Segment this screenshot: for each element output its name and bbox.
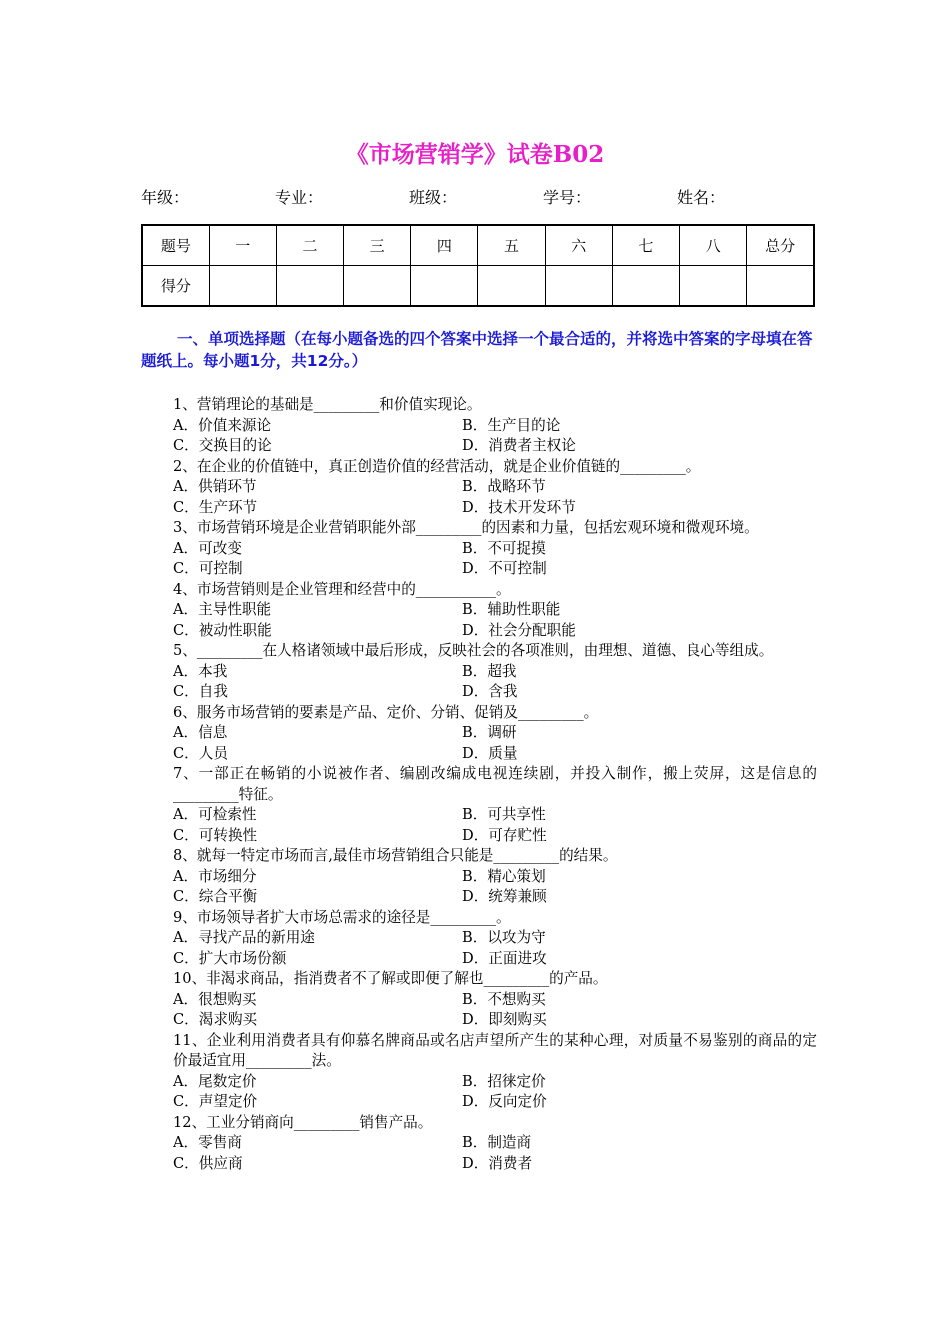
option-row xyxy=(141,559,817,580)
option-d[interactable]: D．技术开发环节 xyxy=(462,498,576,516)
header-cell: 四 xyxy=(411,225,478,266)
question-stem: 9、市场领导者扩大市场总需求的途径是_________。 xyxy=(173,908,511,926)
option-b[interactable]: B．精心策划 xyxy=(462,867,546,885)
question-stem: 3、市场营销环境是企业营销职能外部_________的因素和力量，包括宏观环境和微观环境。 xyxy=(173,519,759,536)
option-b[interactable]: B．调研 xyxy=(462,724,517,741)
option-row xyxy=(141,887,817,908)
score-cell[interactable] xyxy=(612,266,679,307)
option-c[interactable]: C．扩大市场份额 xyxy=(173,949,287,967)
score-cell[interactable] xyxy=(545,266,612,307)
score-table-score-row xyxy=(142,266,814,307)
option-c[interactable]: C．被动性职能 xyxy=(173,621,272,639)
option-row xyxy=(141,1010,817,1031)
question-stem: 10、非渴求商品，指消费者不了解或即便了解也_________的产品。 xyxy=(173,970,608,987)
option-c[interactable]: C．交换目的论 xyxy=(173,437,272,454)
header-cell: 七 xyxy=(612,225,679,266)
option-b[interactable]: B．以攻为守 xyxy=(462,929,546,946)
question-stem: 1、营销理论的基础是_________和价值实现论。 xyxy=(173,396,482,413)
option-row xyxy=(141,1072,817,1093)
question-stem: 6、服务市场营销的要素是产品、定价、分销、促销及_________。 xyxy=(173,703,599,721)
score-cell[interactable] xyxy=(344,266,411,307)
option-row xyxy=(141,1092,817,1113)
option-row xyxy=(141,990,817,1011)
header-cell: 八 xyxy=(680,225,747,266)
option-row xyxy=(141,416,817,437)
option-row xyxy=(141,498,817,519)
option-b[interactable]: B．不可捉摸 xyxy=(462,539,546,557)
option-b[interactable]: B．制造商 xyxy=(462,1134,532,1151)
option-row xyxy=(141,436,817,457)
student-info-row xyxy=(141,185,821,209)
option-d[interactable]: D．含我 xyxy=(462,683,518,700)
option-row xyxy=(141,539,817,560)
option-d[interactable]: D．正面进攻 xyxy=(462,949,547,967)
question-stem: 8、就每一特定市场而言,最佳市场营销组合只能是_________的结果。 xyxy=(173,847,618,864)
score-table xyxy=(141,224,815,307)
option-a[interactable]: A．本我 xyxy=(173,662,228,680)
option-c[interactable]: C．声望定价 xyxy=(173,1093,258,1110)
header-cell: 题号 xyxy=(142,225,209,266)
option-a[interactable]: A．市场细分 xyxy=(173,867,257,885)
option-b[interactable]: B．招徕定价 xyxy=(462,1072,546,1090)
option-row xyxy=(141,826,817,847)
option-b[interactable]: B．战略环节 xyxy=(462,478,546,495)
option-d[interactable]: D．不可控制 xyxy=(462,560,547,577)
option-d[interactable]: D．反向定价 xyxy=(462,1093,547,1110)
name-label: 姓名： xyxy=(677,188,726,207)
question-stem: 11、企业利用消费者具有仰慕名牌商品或名店声望所产生的某种心理，对质量不易鉴别的商品的定价最适宜用_________法。 xyxy=(173,1031,817,1069)
option-a[interactable]: A．供销环节 xyxy=(173,478,257,495)
score-cell[interactable] xyxy=(478,266,545,307)
question-stem: 7、一部正在畅销的小说被作者、编剧改编成电视连续剧，并投入制作，搬上荧屏，这是信息的_________特征。 xyxy=(173,765,817,803)
option-b[interactable]: B．不想购买 xyxy=(462,990,546,1008)
question-stem: 2、在企业的价值链中，真正创造价值的经营活动，就是企业价值链的_________。 xyxy=(173,457,701,475)
option-d[interactable]: D．消费者主权论 xyxy=(462,437,576,454)
option-a[interactable]: A．可改变 xyxy=(173,539,242,557)
option-b[interactable]: B．可共享性 xyxy=(462,806,546,823)
header-cell: 三 xyxy=(344,225,411,266)
option-c[interactable]: C．人员 xyxy=(173,744,228,762)
header-cell: 六 xyxy=(545,225,612,266)
option-row xyxy=(141,1154,817,1175)
option-c[interactable]: C．生产环节 xyxy=(173,498,258,516)
option-c[interactable]: C．渴求购买 xyxy=(173,1011,258,1028)
score-cell[interactable] xyxy=(209,266,276,307)
option-row xyxy=(141,949,817,970)
option-row xyxy=(141,928,817,949)
student-id-label: 学号： xyxy=(543,188,592,207)
grade-label: 年级： xyxy=(141,188,190,207)
exam-title: 《市场营销学》试卷B02 xyxy=(345,141,605,168)
option-c[interactable]: C．可控制 xyxy=(173,560,243,577)
header-cell: 一 xyxy=(209,225,276,266)
option-a[interactable]: A．很想购买 xyxy=(173,990,257,1008)
question-list xyxy=(141,395,817,1174)
question-stem: 5、_________在人格诸领域中最后形成，反映社会的各项准则，由理想、道德、良心等组成。 xyxy=(173,642,774,659)
question-stem: 4、市场营销则是企业管理和经营中的___________。 xyxy=(173,580,511,598)
option-b[interactable]: B．生产目的论 xyxy=(462,416,561,434)
section-heading: 一、单项选择题（在每小题备选的四个答案中选择一个最合适的，并将选中答案的字母填在答题纸上。每小题1分，共12分。） xyxy=(141,330,813,370)
option-row xyxy=(141,682,817,703)
option-row xyxy=(141,477,817,498)
option-row xyxy=(141,805,817,826)
option-row xyxy=(141,662,817,683)
option-d[interactable]: D．统筹兼顾 xyxy=(462,888,547,905)
header-cell: 二 xyxy=(276,225,343,266)
major-label: 专业： xyxy=(275,188,324,207)
option-c[interactable]: C．自我 xyxy=(173,683,228,700)
option-row xyxy=(141,1133,817,1154)
option-row xyxy=(141,621,817,642)
option-row xyxy=(141,867,817,888)
option-d[interactable]: D．可存贮性 xyxy=(462,826,547,844)
option-d[interactable]: D．消费者 xyxy=(462,1154,533,1172)
score-row-label: 得分 xyxy=(142,266,209,307)
option-a[interactable]: A．可检索性 xyxy=(173,806,257,823)
option-d[interactable]: D．质量 xyxy=(462,744,518,762)
option-d[interactable]: D．即刻购买 xyxy=(462,1011,547,1028)
option-b[interactable]: B．超我 xyxy=(462,662,517,680)
score-cell[interactable] xyxy=(747,266,814,307)
option-row xyxy=(141,600,817,621)
option-a[interactable]: A．价值来源论 xyxy=(173,416,272,434)
option-a[interactable]: A．寻找产品的新用途 xyxy=(173,929,315,946)
option-c[interactable]: C．综合平衡 xyxy=(173,888,258,905)
option-a[interactable]: A．信息 xyxy=(173,724,228,741)
option-d[interactable]: D．社会分配职能 xyxy=(462,621,576,639)
score-table-header-row xyxy=(142,225,814,266)
option-c[interactable]: C．可转换性 xyxy=(173,826,258,844)
score-cell[interactable] xyxy=(276,266,343,307)
option-a[interactable]: A．零售商 xyxy=(173,1134,242,1151)
option-b[interactable]: B．辅助性职能 xyxy=(462,601,561,618)
header-cell: 总分 xyxy=(747,225,814,266)
header-cell: 五 xyxy=(478,225,545,266)
option-c[interactable]: C．供应商 xyxy=(173,1154,243,1172)
class-label: 班级： xyxy=(409,188,458,207)
option-a[interactable]: A．主导性职能 xyxy=(173,601,272,618)
option-row xyxy=(141,744,817,765)
option-row xyxy=(141,723,817,744)
score-cell[interactable] xyxy=(411,266,478,307)
question-stem: 12、工业分销商向_________销售产品。 xyxy=(173,1113,433,1131)
option-a[interactable]: A．尾数定价 xyxy=(173,1072,257,1090)
score-cell[interactable] xyxy=(680,266,747,307)
